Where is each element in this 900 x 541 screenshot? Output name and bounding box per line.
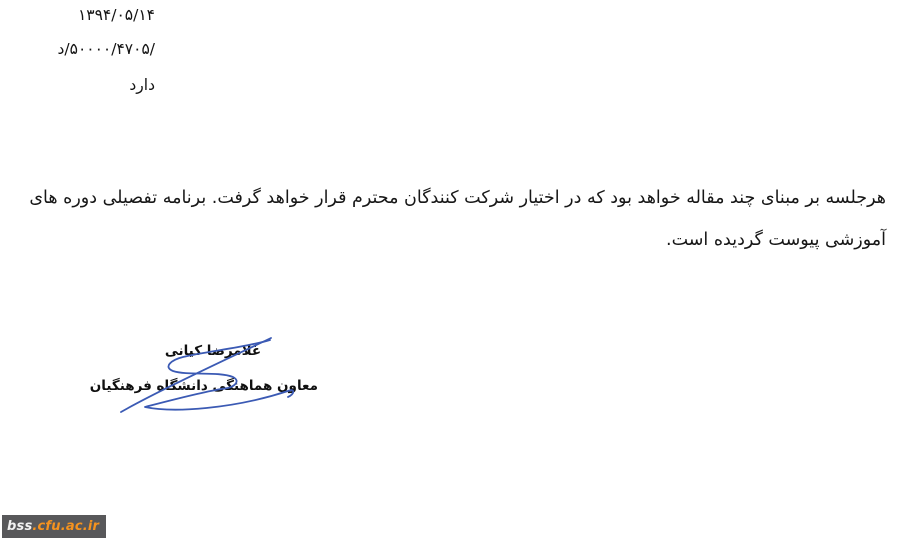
watermark-site-prefix: bss [7, 519, 33, 534]
letter-number-value: د/۵۰۰۰۰/۴۷۰۵/ [57, 40, 155, 58]
body-text-line-2: آموزشی پیوست گردیده است. [666, 230, 886, 250]
letter-date-value: ۱۳۹۴/۰۵/۱۴ [77, 6, 155, 24]
watermark-site-suffix: .cfu.ac.ir [32, 519, 100, 534]
letter-attachment-value: دارد [129, 76, 155, 94]
signature-block [89, 343, 318, 394]
signatory-title: معاون هماهنگی دانشگاه فرهنگیان [89, 378, 318, 394]
website-watermark-badge [2, 515, 106, 538]
body-text-line-1: هرجلسه بر مبنای چند مقاله خواهد بود که در اختیار شرکت کنندگان محترم قرار خواهد گرفت. برنامه تفصیلی دوره های [29, 188, 886, 208]
signatory-name: غلامرضا کیانی [164, 343, 262, 359]
